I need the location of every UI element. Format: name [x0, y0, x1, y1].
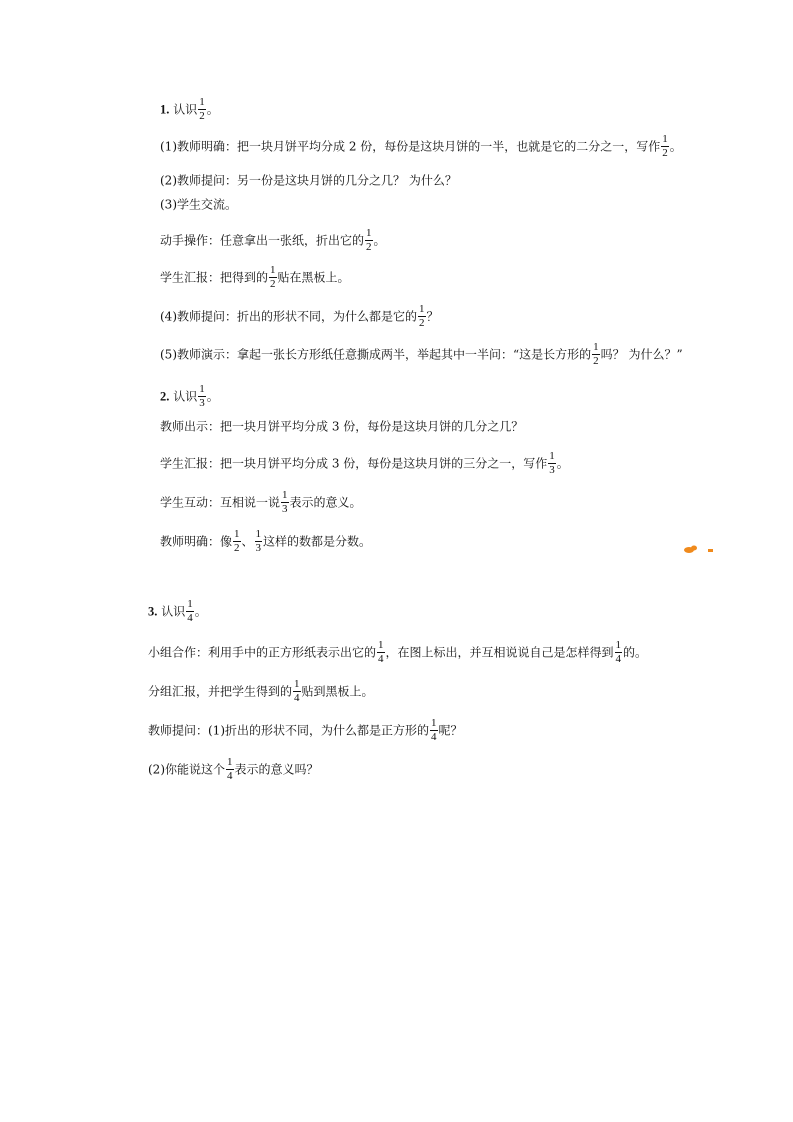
numerator: 1	[662, 133, 668, 145]
text: 贴到黑板上。	[301, 684, 374, 699]
fraction	[186, 599, 194, 624]
text: (2)你能说这个	[148, 762, 225, 777]
denominator: 4	[227, 770, 233, 782]
fraction	[377, 640, 385, 665]
section-1-heading	[160, 97, 219, 122]
fraction	[293, 679, 301, 704]
numerator: 1	[187, 598, 193, 610]
fraction	[661, 134, 669, 159]
heading-number: 1.	[160, 102, 170, 117]
s3-paragraph-1	[148, 640, 647, 665]
s2-paragraph-4	[160, 529, 371, 554]
numerator: 1	[294, 678, 300, 690]
fraction	[233, 529, 241, 554]
text: 学生互动：互相说一说	[160, 495, 281, 510]
text: 。	[669, 139, 682, 154]
text: 教师提问：(1)折出的形状不同，为什么都是正方形的	[148, 723, 430, 738]
text: 小组合作：利用手中的正方形纸表示出它的	[148, 645, 377, 660]
text: (5)教师演示：拿起一张长方形纸任意撕成两半，举起其中一半问：“这是长方形的	[160, 347, 592, 362]
s1-paragraph-1	[160, 134, 682, 159]
numerator: 1	[615, 639, 622, 651]
denominator: 2	[366, 241, 372, 253]
decorative-mark-icon	[682, 544, 722, 554]
fraction	[226, 757, 234, 782]
text: ？	[426, 309, 439, 324]
text: 学生汇报：把得到的	[160, 270, 269, 285]
s3-paragraph-3	[148, 718, 463, 743]
text: 表示的意义吗？	[234, 762, 319, 777]
heading-text: 认识	[161, 604, 186, 619]
numerator: 1	[549, 450, 555, 462]
heading-text: 认识	[173, 389, 198, 404]
fraction	[269, 265, 277, 290]
numerator: 1	[199, 383, 205, 395]
text: 表示的意义。	[289, 495, 362, 510]
fraction	[548, 451, 556, 476]
text: 。	[556, 456, 569, 471]
numerator: 1	[378, 639, 384, 651]
numerator: 1	[227, 756, 233, 768]
text: 呢？	[438, 723, 463, 738]
text: ，在图上标出，并互相说说自己是怎样得到	[385, 645, 614, 660]
s2-paragraph-2	[160, 451, 569, 476]
heading-text: 认识	[173, 102, 198, 117]
text: 。	[373, 233, 386, 248]
fraction	[430, 718, 438, 743]
fraction	[365, 228, 373, 253]
denominator: 3	[549, 464, 555, 476]
s1-paragraph-6	[160, 304, 439, 329]
text: 这样的数都是分数。	[263, 534, 372, 549]
denominator: 2	[662, 147, 668, 159]
fraction	[418, 304, 426, 329]
denominator: 4	[378, 653, 384, 665]
denominator: 4	[294, 692, 300, 704]
text: 的。	[623, 645, 648, 660]
text: 教师明确：像	[160, 534, 233, 549]
denominator: 2	[593, 355, 599, 367]
s1-paragraph-7	[160, 342, 683, 367]
numerator: 1	[270, 264, 276, 276]
denominator: 2	[234, 542, 240, 554]
text: 动手操作：任意拿出一张纸，折出它的	[160, 233, 365, 248]
s1-paragraph-2	[160, 172, 457, 189]
denominator: 2	[270, 278, 276, 290]
numerator: 1	[366, 227, 372, 239]
numerator: 1	[234, 528, 240, 540]
text: (2)教师提问：另一份是这块月饼的几分之几？ 为什么？	[160, 173, 457, 188]
s2-paragraph-1	[160, 418, 523, 435]
fraction	[592, 342, 600, 367]
numerator: 1	[419, 303, 425, 315]
fraction	[615, 640, 623, 665]
denominator: 3	[255, 542, 262, 554]
numerator: 1	[199, 96, 205, 108]
heading-end: 。	[206, 102, 219, 117]
numerator: 1	[431, 717, 437, 729]
text: (3)学生交流。	[160, 197, 237, 212]
fraction	[198, 97, 206, 122]
s1-paragraph-5	[160, 265, 350, 290]
s3-paragraph-2	[148, 679, 374, 704]
fraction	[255, 529, 263, 554]
text: (1)教师明确：把一块月饼平均分成 2 份，每份是这块月饼的一半，也就是它的二分之一，写作	[160, 139, 661, 154]
fraction	[198, 384, 206, 409]
separator: 、	[241, 534, 254, 549]
text: 分组汇报，并把学生得到的	[148, 684, 293, 699]
denominator: 2	[419, 317, 425, 329]
denominator: 2	[199, 110, 205, 122]
s1-paragraph-3	[160, 196, 237, 213]
heading-end: 。	[206, 389, 219, 404]
denominator: 4	[187, 612, 193, 624]
section-2-heading	[160, 384, 219, 409]
s2-paragraph-3	[160, 490, 362, 515]
s1-paragraph-4	[160, 228, 386, 253]
text: 学生汇报：把一块月饼平均分成 3 份，每份是这块月饼的三分之一，写作	[160, 456, 548, 471]
heading-end: 。	[194, 604, 207, 619]
text: 吗？ 为什么？”	[600, 347, 683, 362]
numerator: 1	[282, 489, 288, 501]
numerator: 1	[255, 528, 262, 540]
text: (4)教师提问：折出的形状不同，为什么都是它的	[160, 309, 417, 324]
denominator: 4	[431, 731, 437, 743]
denominator: 3	[282, 503, 288, 515]
heading-number: 3.	[148, 604, 158, 619]
denominator: 4	[615, 653, 622, 665]
denominator: 3	[199, 397, 205, 409]
text: 教师出示：把一块月饼平均分成 3 份，每份是这块月饼的几分之几？	[160, 419, 524, 434]
fraction	[281, 490, 289, 515]
heading-number: 2.	[160, 389, 170, 404]
text: 贴在黑板上。	[277, 270, 350, 285]
section-3-heading	[148, 599, 207, 624]
numerator: 1	[593, 341, 599, 353]
s3-paragraph-4	[148, 757, 319, 782]
